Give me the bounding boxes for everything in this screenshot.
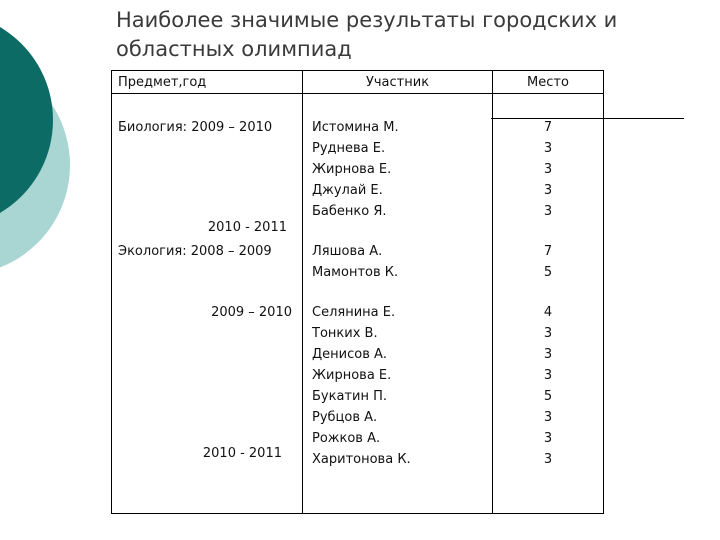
participant-name: Руднева Е.: [312, 141, 386, 156]
participant-name: Букатин П.: [312, 389, 387, 404]
participant-name: Рубцов А.: [312, 410, 378, 425]
participant-name: Истомина М.: [312, 120, 399, 135]
stray-rule-line: [491, 118, 684, 119]
title-line-1: Наиболее значимые результаты городских и: [116, 8, 618, 32]
place-value: 3: [543, 410, 553, 425]
participant-name: Рожков А.: [312, 431, 381, 446]
participant-name: Тонких В.: [312, 326, 378, 341]
page-title: [116, 6, 696, 64]
participants-biology: [312, 117, 399, 222]
place-value: 3: [543, 183, 553, 198]
place-value: 3: [543, 368, 553, 383]
place-value: 3: [543, 347, 553, 362]
participants-section-3: [312, 302, 411, 470]
decorative-circles: [0, 0, 80, 300]
place-value: 3: [543, 162, 553, 177]
header-divider: [112, 93, 603, 94]
participant-name: Жирнова Е.: [312, 162, 392, 177]
place-value: 3: [543, 452, 553, 467]
participant-name: Жирнова Е.: [312, 368, 392, 383]
participants-ecology: [312, 241, 398, 283]
place-value: 5: [543, 265, 553, 280]
place-value: 7: [543, 244, 553, 259]
place-value: 3: [543, 326, 553, 341]
participant-name: Джулай Е.: [312, 183, 383, 198]
participant-name: Ляшова А.: [312, 244, 383, 259]
place-value: 3: [543, 431, 553, 446]
participant-name: Бабенко Я.: [312, 204, 387, 219]
year-label: 2010 - 2011: [207, 220, 287, 235]
place-value: 4: [543, 305, 553, 320]
subject-ecology: Экология: 2008 – 2009: [118, 244, 272, 259]
header-subject: Предмет,год: [118, 75, 207, 90]
results-table: [111, 70, 604, 514]
places-biology: [543, 117, 553, 222]
year-label: 2010 - 2011: [202, 446, 282, 461]
subject-biology: Биология: 2009 – 2010: [118, 120, 273, 135]
places-ecology: [543, 241, 553, 283]
participant-name: Харитонова К.: [312, 452, 411, 467]
place-value: 3: [543, 141, 553, 156]
places-section-3: [543, 302, 553, 470]
header-participant: Участник: [365, 75, 430, 90]
place-value: 7: [543, 120, 553, 135]
participant-name: Мамонтов К.: [312, 265, 399, 280]
place-value: 3: [543, 204, 553, 219]
title-line-2: областных олимпиад: [116, 37, 352, 61]
participant-name: Денисов А.: [312, 347, 388, 362]
header-place: Место: [527, 75, 569, 90]
column-divider: [492, 71, 493, 513]
year-label: 2009 – 2010: [211, 305, 292, 320]
column-divider: [302, 71, 303, 513]
participant-name: Селянина Е.: [312, 305, 396, 320]
place-value: 5: [543, 389, 553, 404]
